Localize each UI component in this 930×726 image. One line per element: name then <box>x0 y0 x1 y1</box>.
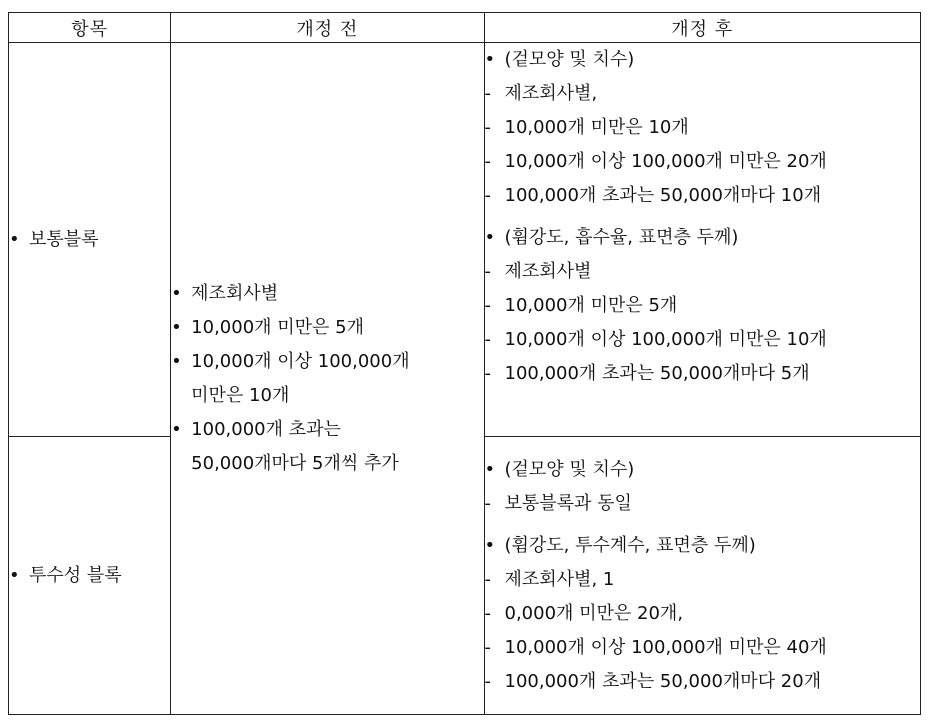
after-line: 제조회사별, 1 <box>504 569 615 590</box>
dash-mark: - <box>484 493 491 514</box>
dash-mark: - <box>484 363 491 384</box>
item-cell <box>9 437 171 715</box>
after-line: 10,000개 이상 100,000개 미만은 10개 <box>504 329 827 350</box>
header-row <box>9 13 921 43</box>
bullet-mark: • <box>171 316 182 338</box>
comparison-table <box>8 12 921 715</box>
group-title: (휨강도, 투수계수, 표면층 두께) <box>504 535 756 556</box>
bullet-mark: • <box>171 282 182 304</box>
dash-mark: - <box>484 83 491 104</box>
bullet-mark: • <box>9 564 20 586</box>
dash-mark: - <box>484 569 491 590</box>
dash-mark: - <box>484 671 491 692</box>
before-line: 50,000개마다 5개씩 추가 <box>191 452 399 474</box>
bullet-mark: • <box>484 459 496 480</box>
dash-mark: - <box>484 185 491 206</box>
after-cell <box>484 437 921 715</box>
header-after: 개정 후 <box>484 13 921 43</box>
bullet-mark: • <box>484 227 496 248</box>
item-label: 투수성 블록 <box>29 564 122 586</box>
item-label: 보통블록 <box>29 228 99 250</box>
after-line: 0,000개 미만은 20개, <box>504 603 684 624</box>
header-item: 항목 <box>9 13 171 43</box>
before-line: 미만은 10개 <box>191 384 290 406</box>
table-row <box>9 43 921 437</box>
after-line: 10,000개 미만은 10개 <box>504 117 689 138</box>
group-title: (겉모양 및 치수) <box>504 49 635 70</box>
dash-mark: - <box>484 151 491 172</box>
dash-mark: - <box>484 637 491 658</box>
item-cell <box>9 43 171 437</box>
bullet-mark: • <box>9 228 20 250</box>
before-line: 10,000개 미만은 5개 <box>191 316 364 338</box>
after-cell <box>484 43 921 437</box>
header-before: 개정 전 <box>171 13 484 43</box>
before-line: 10,000개 이상 100,000개 <box>191 350 410 372</box>
after-line: 10,000개 미만은 5개 <box>504 295 678 316</box>
dash-mark: - <box>484 261 491 282</box>
after-line: 제조회사별, <box>504 83 598 104</box>
after-line: 100,000개 초과는 50,000개마다 5개 <box>504 363 810 384</box>
bullet-mark: • <box>171 350 182 372</box>
group-title: (휨강도, 흡수율, 표면층 두께) <box>504 227 739 248</box>
before-line: 제조회사별 <box>191 282 279 304</box>
dash-mark: - <box>484 603 491 624</box>
after-line: 10,000개 이상 100,000개 미만은 40개 <box>504 637 827 658</box>
group-title: (겉모양 및 치수) <box>504 459 635 480</box>
after-line: 10,000개 이상 100,000개 미만은 20개 <box>504 151 827 172</box>
after-line: 보통블록과 동일 <box>504 493 632 514</box>
bullet-mark: • <box>484 535 496 556</box>
dash-mark: - <box>484 295 491 316</box>
before-cell <box>171 43 484 715</box>
after-line: 100,000개 초과는 50,000개마다 10개 <box>504 185 822 206</box>
dash-mark: - <box>484 329 491 350</box>
dash-mark: - <box>484 117 491 138</box>
before-line: 100,000개 초과는 <box>191 418 341 440</box>
after-line: 제조회사별 <box>504 261 592 282</box>
bullet-mark: • <box>171 418 182 440</box>
after-line: 100,000개 초과는 50,000개마다 20개 <box>504 671 822 692</box>
bullet-mark: • <box>484 49 496 70</box>
